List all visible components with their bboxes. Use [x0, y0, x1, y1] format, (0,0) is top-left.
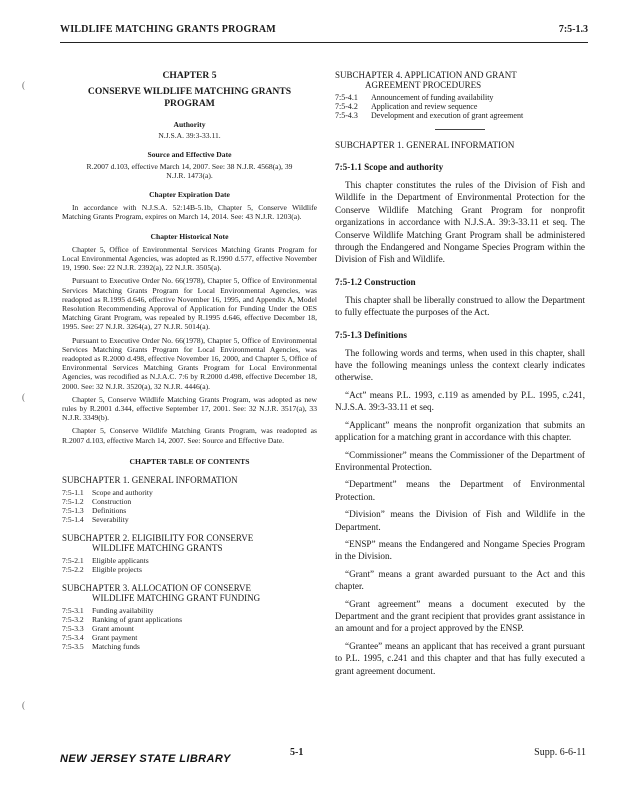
margin-mark: (	[22, 392, 25, 402]
history-paragraph: Chapter 5, Conserve Wildlife Matching Grants Program, was adopted as new rules by R.2001 d.344, effective September 17, 2001. See: 32 N.J.R. 3517(a), 33 N.J.R. 3349(b).	[62, 394, 317, 423]
history-heading: Chapter Historical Note	[150, 231, 229, 241]
supplement-date: Supp. 6-6-11	[534, 747, 586, 758]
toc-entry: 7:5-3.4 Grant payment	[62, 633, 138, 643]
definition-paragraph: “ENSP” means the Endangered and Nongame Species Program in the Division.	[335, 538, 585, 562]
margin-mark: (	[22, 700, 25, 710]
header-code: 7:5-1.3	[558, 24, 588, 35]
toc-entry: 7:5-3.3 Grant amount	[62, 624, 134, 634]
authority-heading: Authority	[173, 120, 206, 129]
toc-subchapter-2: SUBCHAPTER 2. ELIGIBILITY FOR CONSERVE	[62, 533, 254, 544]
expiration-text: In accordance with N.J.S.A. 52:14B-5.1b, Chapter 5, Conserve Wildlife Matching Grants Program, expires on March 14, 2014. See: 43 N.J.R. 1203(a).	[62, 203, 317, 222]
toc-entry: 7:5-1.3 Definitions	[62, 506, 127, 516]
history-paragraph: Pursuant to Executive Order No. 66(1978), Chapter 5, Office of Environmental Services Matching Grants Program for Local Environmental Agencies, was readopted as R.2000 d.498, effective November 16, 2000, and Chapter 5, Office of Environmental Services Matching Grants Program for Local Environmental Agencies, was recodified as N.J.A.C. 7:6 by R.2000 d.498, effective December 18, 2000. See: 32 N.J.R. 3520(a), 32 N.J.R. 4446(a).	[62, 335, 317, 391]
definition-paragraph: The following words and terms, when used in this chapter, shall have the following meanings unless the context clearly indicates otherwise.	[335, 347, 585, 383]
toc-subchapter-2-cont: WILDLIFE MATCHING GRANTS	[92, 543, 223, 554]
toc-subchapter-4: SUBCHAPTER 4. APPLICATION AND GRANT	[335, 70, 517, 80]
toc-entry: 7:5-2.1 Eligible applicants	[62, 556, 149, 566]
definition-paragraph: “Department” means the Department of Environmental Protection.	[335, 479, 585, 502]
left-column	[62, 70, 317, 651]
chapter-title: CONSERVE WILDLIFE MATCHING GRANTS PROGRAM	[87, 86, 292, 109]
definition-paragraph: “Applicant” means the nonprofit organization that submits an application for a matching grant in accordance with this chapter.	[335, 419, 585, 443]
history-paragraph: Chapter 5, Conserve Wildlife Matching Grants Program, was readopted as R.2007 d.103, effective March 14, 2007. See: Source and Effective Date.	[62, 426, 317, 445]
toc-entry: 7:5-2.2 Eligible projects	[62, 565, 142, 575]
toc-entry: 7:5-4.2 Application and review sequence	[335, 102, 478, 111]
definition-paragraph: “Commissioner” means the Commissioner of the Department of Environmental Protection.	[335, 449, 585, 472]
history-paragraph: Pursuant to Executive Order No. 66(1978), Chapter 5, Office of Environmental Services Matching Grants Program for Local Environmental Agencies, was readopted as R.1995 d.646, effective November 16, 1995, and Appendix A, Model Resolution Recommending Approval of Application for Funding Under the OES Matching Grant Program, was repealed by R.1995 d.646, effective December 18, 1995. See: 27 N.J.R. 3264(a), 27 N.J.R. 5014(a).	[62, 276, 317, 332]
toc-subchapter-4-cont: AGREEMENT PROCEDURES	[365, 80, 482, 90]
definition-paragraph: “Grantee” means an applicant that has received a grant pursuant to P.L. 1995, c.241 and this chapter and that has fully executed a grant agreement document.	[335, 640, 585, 676]
toc-entry: 7:5-1.1 Scope and authority	[62, 488, 153, 498]
running-header	[60, 24, 588, 43]
header-title: WILDLIFE MATCHING GRANTS PROGRAM	[60, 24, 276, 35]
toc-entry: 7:5-3.2 Ranking of grant applications	[62, 615, 183, 625]
section-text: This chapter constitutes the rules of the Division of Fish and Wildlife in the Department of Environmental Protection for the Conserve Wildlife Matching Grant Program for nonprofit organizations in accordance with N.J.S.A. 39:3-33.11 et seq. The Conserve Wildlife Matching Grant Program shall be administered through the Endangered and Nongame Species Program within the Division of Fish and Wildlife.	[335, 180, 585, 265]
page-number: 5-1	[290, 747, 304, 758]
definition-paragraph: “Grant agreement” means a document executed by the Department and the grant recipient that provides grant assistance in an amount and for a project approved by the ENSP.	[335, 598, 585, 634]
toc-subchapter-3: SUBCHAPTER 3. ALLOCATION OF CONSERVE	[62, 583, 252, 594]
chapter-number: CHAPTER 5	[162, 70, 217, 81]
section-divider	[435, 129, 485, 130]
toc-entry: 7:5-4.3 Development and execution of grant agreement	[335, 111, 524, 120]
expiration-heading: Chapter Expiration Date	[149, 190, 230, 200]
history-paragraph: Chapter 5, Office of Environmental Services Matching Grants Program for Local Environmental Agencies, was adopted as R.1990 d.577, effective November 19, 1990. See: 22 N.J.R. 2392(a), 22 N.J.R. 3505(a).	[62, 244, 317, 273]
source-heading: Source and Effective Date	[147, 150, 232, 160]
definition-paragraph: “Division” means the Division of Fish and Wildlife in the Department.	[335, 509, 585, 532]
library-stamp: NEW JERSEY STATE LIBRARY	[60, 753, 231, 765]
toc-subchapter-3-cont: WILDLIFE MATCHING GRANT FUNDING	[92, 593, 261, 604]
section-text: This chapter shall be liberally construed to allow the Department to fully effectuate the purposes of the Act.	[335, 294, 585, 318]
section-heading: 7:5-1.1 Scope and authority	[335, 162, 444, 172]
right-column	[335, 70, 585, 677]
toc-entry: 7:5-1.4 Severability	[62, 515, 129, 525]
margin-mark: (	[22, 80, 25, 90]
subchapter-1-title: SUBCHAPTER 1. GENERAL INFORMATION	[335, 140, 515, 150]
toc-heading: CHAPTER TABLE OF CONTENTS	[129, 456, 250, 466]
section-heading: 7:5-1.2 Construction	[335, 276, 416, 287]
section-heading: 7:5-1.3 Definitions	[335, 329, 407, 340]
toc-entry: 7:5-3.1 Funding availability	[62, 606, 154, 616]
source-text: R.2007 d.103, effective March 14, 2007. See: 38 N.J.R. 4568(a), 39 N.J.R. 1473(a).	[86, 161, 293, 180]
toc-subchapter-1: SUBCHAPTER 1. GENERAL INFORMATION	[62, 475, 238, 486]
toc-entry: 7:5-3.5 Matching funds	[62, 642, 140, 652]
definition-paragraph: “Act” means P.L. 1993, c.119 as amended by P.L. 1995, c.241, N.J.S.A. 39:3-33.11 et seq.	[335, 389, 585, 413]
definition-paragraph: “Grant” means a grant awarded pursuant to the Act and this chapter.	[335, 568, 585, 592]
authority-text: N.J.S.A. 39:3-33.11.	[158, 131, 221, 141]
toc-entry: 7:5-1.2 Construction	[62, 497, 132, 507]
toc-entry: 7:5-4.1 Announcement of funding availability	[335, 93, 494, 102]
